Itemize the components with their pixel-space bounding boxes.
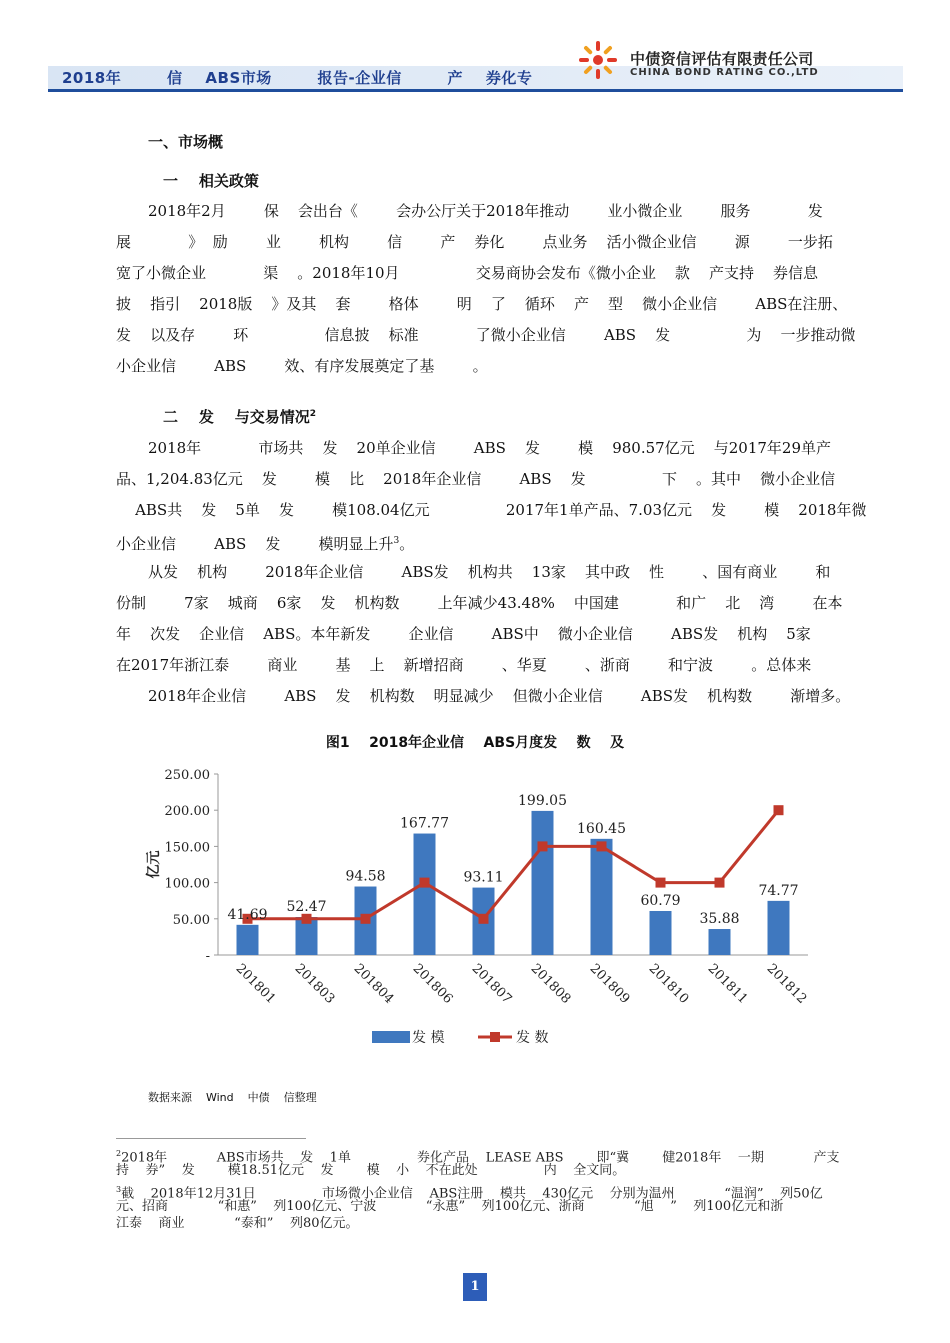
paragraph-line: 发 以及存 环 信息披 标准 了微小企业信 ABS 发 为 一步推动微 [116,326,856,344]
paragraph-line: ABS共 发 5单 发 模108.04亿元 2017年1单产品、7.03亿元 发 模 2018年微 [116,501,867,519]
bar-data-label: 74.77 [758,882,799,899]
paragraph-line: 份制 7家 城商 6家 发 机构数 上年减少43.48% 中国建 和广 北 湾 在本 [116,594,843,612]
count-point-201811 [715,878,725,888]
bar-data-label: 94.58 [345,868,386,885]
x-tick-label: 201804 [350,961,397,1007]
logo-starburst-icon [578,40,618,80]
paragraph-line: 2018年企业信 ABS 发 机构数 明显减少 但微小企业信 ABS发 机构数 渐增多。 [148,687,851,705]
bar-201811 [709,929,731,955]
bar-data-label: 35.88 [699,911,740,928]
header-title: 2018年 信 ABS市场 报告-企业信 产 券化专 [62,69,533,87]
paragraph-text: 小企业信 ABS 发 模明显上升 [116,535,394,553]
logo-chinese-name: 中债资信评估有限责任公司 [630,50,814,68]
y-axis-label: 亿元 [146,850,162,879]
footnote-text: 截 2018年12月31日 市场微小企业信 ABS注册 模共 430亿元 分别为温州 “温润” 列50亿 [121,1186,823,1202]
count-point-201803 [302,914,312,924]
bar-data-label: 160.45 [577,820,626,837]
x-tick-label: 201809 [586,961,633,1007]
paragraph-line: 年 次发 企业信 ABS。本年新发 企业信 ABS中 微小企业信 ABS发 机构 5家 [116,625,811,643]
legend-swatch-marker [490,1032,500,1042]
count-point-201807 [479,914,489,924]
bar-201809 [591,839,613,955]
footnote-text: 2018年 ABS市场共 发 1单 券化产品 LEASE ABS 即“冀 健2018年 一期 产支 [121,1150,840,1166]
y-tick-label: 50.00 [172,912,210,928]
y-tick-label: 100.00 [164,876,210,892]
bar-201801 [237,925,259,955]
footnote-rule [116,1138,306,1139]
paragraph-line: 宽了小微企业 渠 。2018年10月 交易商协会发布《微小企业 款 产支持 券信息 [116,264,819,282]
company-logo [578,40,908,86]
y-tick-label: 200.00 [164,804,210,820]
footnote-mark: 3 [116,1185,122,1194]
count-point-201812 [774,805,784,815]
count-point-201806 [420,878,430,888]
footnote-3-cont: 元、招商 “和惠” 列100亿元、宁波 “永惠” 列100亿元、浙商 “旭 ” 列100亿元和浙 [116,1199,784,1214]
footnote-mark: 2 [116,1149,122,1158]
y-tick-label: - [205,949,210,964]
paragraph-line: 小企业信 ABS 效、有序发展奠定了基 。 [116,357,488,375]
y-tick-label: 150.00 [164,840,210,856]
bar-201812 [768,901,790,955]
page-number: 1 [463,1273,487,1301]
paragraph-text: 。 [399,535,415,553]
bar-201810 [650,911,672,955]
paragraph-line [116,531,414,554]
count-series-line [248,810,779,919]
paragraph-line: 2018年2月 保 会出台《 会办公厅关于2018年推动 业小微企业 服务 发 [148,202,823,220]
bar-data-label: 167.77 [400,815,449,832]
bar-data-label: 52.47 [286,899,327,916]
x-tick-label: 201812 [763,961,810,1007]
count-point-201804 [361,914,371,924]
footnote-ref[interactable]: 3 [393,536,400,546]
count-point-201808 [538,841,548,851]
x-tick-label: 201807 [468,961,515,1007]
legend-label-bars: 发 模 [412,1030,445,1046]
logo-english-name: CHINA BOND RATING CO.,LTD [630,67,819,78]
page-header [0,0,950,100]
footnote-ref[interactable]: 2 [309,409,317,419]
bar-data-label: 60.79 [640,892,681,909]
count-point-201810 [656,878,666,888]
legend-swatch-bars [372,1031,410,1043]
count-point-201809 [597,841,607,851]
issuance-chart [140,760,840,1060]
bar-201808 [532,811,554,955]
paragraph-line: 从发 机构 2018年企业信 ABS发 机构共 13家 其中政 性 、国有商业 和 [148,563,831,581]
subsection-heading-text: 二 发 与交易情况 [163,408,310,426]
data-source: 数据来源 Wind 中债 信整理 [148,1091,317,1104]
subsection-heading-issuance [163,406,316,427]
paragraph-line: 在2017年浙江泰 商业 基 上 新增招商 、华夏 、浙商 和宁波 。总体来 [116,656,812,674]
bar-data-label: 41.69 [227,906,268,923]
x-tick-label: 201801 [232,961,279,1007]
paragraph-line: 展 》 励 业 机构 信 产 券化 点业务 活小微企业信 源 一步拓 [116,233,833,251]
header-rule [48,89,903,92]
bar-data-label: 93.11 [463,869,504,886]
legend-label-line: 发 数 [516,1030,549,1046]
paragraph-line: 2018年 市场共 发 20单企业信 ABS 发 模 980.57亿元 与2017年29单产 [148,439,832,457]
bar-data-label: 199.05 [518,792,567,809]
x-tick-label: 201811 [704,961,751,1007]
x-tick-label: 201806 [409,961,456,1007]
section-heading: 一、市场概 [148,133,224,151]
y-tick-label: 250.00 [164,768,210,783]
x-tick-label: 201803 [291,961,338,1007]
x-tick-label: 201810 [645,961,692,1007]
footnote-2-cont: 持 券” 发 模18.51亿元 发 模 小 不在此处 内 全文同。 [116,1163,626,1178]
bar-201806 [414,834,436,955]
paragraph-line: 品、1,204.83亿元 发 模 比 2018年企业信 ABS 发 下 。其中 微小企业信 [116,470,836,488]
figure-title: 图1 2018年企业信 ABS月度发 数 及 [325,735,625,751]
x-tick-label: 201808 [527,961,574,1007]
footnote-3-cont: 江泰 商业 “泰和” 列80亿元。 [116,1216,359,1231]
paragraph-line: 披 指引 2018版 》及其 套 格体 明 了 循环 产 型 微小企业信 ABS在注册、 [116,295,848,313]
subsection-heading-policy: 一 相关政策 [163,172,259,190]
